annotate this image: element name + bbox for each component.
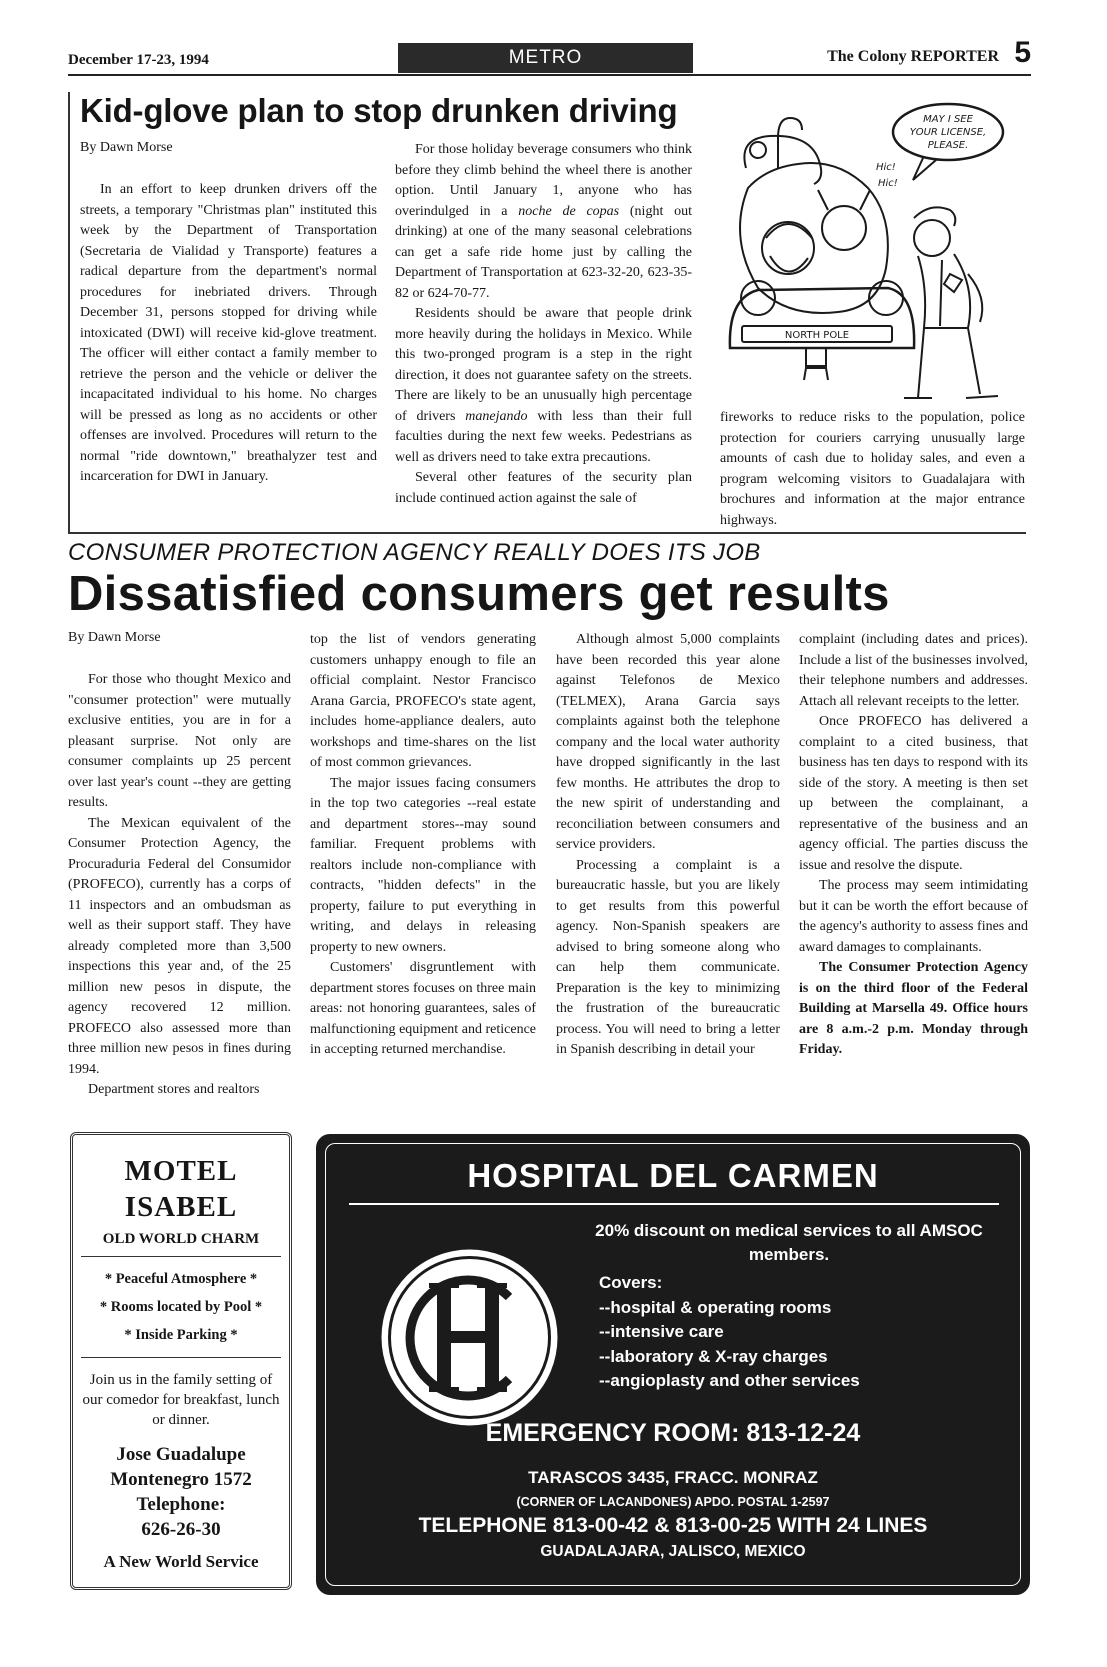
coverage-item: --intensive care (599, 1322, 724, 1341)
license-plate-text: NORTH POLE (784, 330, 850, 341)
divider (349, 1203, 999, 1205)
story1-paragraph (395, 304, 692, 468)
story2-paragraph: complaint (including dates and prices). Include a list of the businesses involved, their telephone numbers and addresses. Attach all relevant receipts to the letter. (799, 632, 1028, 709)
coverage-list (599, 1271, 860, 1394)
story2-column-1 (68, 670, 291, 1101)
byline-story1: By Dawn Morse (80, 140, 173, 155)
text-run: with less than their full faculties during the next few weeks. Pedestrians as well as drivers need to take extra precautions. (395, 408, 692, 465)
story2-paragraph: The Mexican equivalent of the Consumer Protection Agency, the Procuraduria Federal del Consumidor (PROFECO), currently has a corps of 11 inspectors and an ombudsman as well as their support staff. They have already completed more than 3,500 inspections this year and, of the 25 million new pesos in dispute, the agency recovered 12 million. PROFECO also assessed more than three million new pesos in fines during 1994. (68, 815, 291, 1077)
motel-invite: Join us in the family setting of our comedor for breakfast, lunch or dinner. (82, 1372, 280, 1428)
agency-location-note: The Consumer Protection Agency is on the third floor of the Federal Building at Marsella 49. Office hours are 8 a.m.-2 p.m. Monday through Friday. (799, 960, 1028, 1057)
text-run: Residents should be aware that people drink more heavily during the holidays in Mexico. While this two-pronged program is a step in the right direction, it does not guarantee safety on the streets. There are likely to be an unusually high percentage of drivers (395, 306, 692, 424)
story2-paragraph: The process may seem intimidating but it can be worth the effort because of the agency's authority to assess fines and award damages to complainants. (799, 878, 1028, 955)
telephone-label: Telephone: (136, 1494, 226, 1515)
headline-dissatisfied: Dissatisfied consumers get results (68, 567, 890, 621)
bubble-line: PLEASE. (927, 140, 969, 151)
motel-name (73, 1153, 289, 1225)
divider (81, 1256, 281, 1257)
santa-cartoon-illustration (718, 98, 1026, 406)
story2-column-2 (310, 630, 536, 1061)
story2-kicker: CONSUMER PROTECTION AGENCY REALLY DOES ITS JOB (68, 539, 761, 566)
story1-paragraph (395, 140, 692, 304)
address-line: Montenegro 1572 (110, 1469, 252, 1490)
headline-kid-glove: Kid-glove plan to stop drunken driving (80, 92, 678, 129)
motel-name-line: ISABEL (124, 1191, 238, 1223)
spanish-term: noche de copas (518, 203, 620, 219)
motel-feature: * Peaceful Atmosphere * (104, 1271, 258, 1287)
issue-date: December 17-23, 1994 (68, 52, 209, 68)
coverage-label: Covers: (599, 1273, 663, 1292)
emergency-room-phone: EMERGENCY ROOM: 813-12-24 (485, 1419, 861, 1447)
motel-feature: * Inside Parking * (124, 1327, 238, 1343)
newspaper-name: The Colony REPORTER (827, 48, 999, 65)
hic-text: Hic! (876, 162, 896, 173)
story2-paragraph: The major issues facing consumers in the top two categories --real estate and department stores--may sound familiar. Frequent problems with realtors include non-compliance with contracts, "hidden defects" in the property, failure to put everything in writing, and delays in releasing property to new owners. (310, 775, 536, 955)
story2-paragraph: For those who thought Mexico and "consumer protection" were mutually exclusive entities, you are in for a pleasant surprise. Not only are consumer complaints up 25 percent over last year's count --they are getting results. (68, 672, 291, 810)
coverage-item: --laboratory & X-ray charges (599, 1346, 828, 1366)
motel-address (73, 1442, 289, 1542)
coverage-item: --angioplasty and other services (599, 1371, 860, 1390)
page-header (68, 38, 1031, 74)
story2-paragraph: Processing a complaint is a bureaucratic hassle, but you are likely to get results from this powerful agency. Non-Spanish speakers are advised to bring someone along who can help them communicate. Preparation is the key to minimizing the frustration of the bureaucratic process. You will need to bring a letter in Spanish describing in detail your (556, 857, 780, 1057)
hospital-corner: (CORNER OF LACANDONES) APDO. POSTAL 1-2597 (516, 1495, 830, 1509)
address-line: Jose Guadalupe (116, 1444, 246, 1465)
hospital-address: TARASCOS 3435, FRACC. MONRAZ (528, 1468, 818, 1487)
story1-column-3 (720, 408, 1025, 531)
hospital-name: HOSPITAL DEL CARMEN (467, 1157, 879, 1194)
story2-paragraph: top the list of vendors generating customers unhappy enough to file an official complaint. Nestor Francisco Arana Garcia, PROFECO's state agent, includes home-appliance dealers, auto workshops and time-shares on the list of most common grievances. (310, 632, 536, 770)
bubble-line: MAY I SEE (923, 114, 973, 125)
story2-paragraph: Although almost 5,000 complaints have been recorded this year alone against Telefonos de Mexico (TELMEX), Arana Garcia says complaints against both the telephone company and the local water authority have dropped significantly in the last few months. He attributes the drop to the new spirit of understanding and reconciliation between consumers and service providers. (556, 632, 780, 852)
story2-paragraph: Once PROFECO has delivered a complaint to a cited business, that business has ten days to respond with its side of the story. A meeting is then set up between the complainant, a representative of the business and an agency official. The parties discuss the issue and resolve the dispute. (799, 714, 1028, 873)
hospital-city: GUADALAJARA, JALISCO, MEXICO (540, 1543, 806, 1560)
story1-paragraph: fireworks to reduce risks to the population, police protection for couriers carrying unusually large amounts of cash due to holiday sales, and even a program welcoming visitors to Guadalajara with brochures and information at the major entrance highways. (720, 410, 1025, 528)
story2-paragraph: Customers' disgruntlement with department stores focuses on three main areas: not honoring guarantees, sales of malfunctioning equipment and reticence in accepting returned merchandise. (310, 960, 536, 1057)
motel-feature: * Rooms located by Pool * (99, 1299, 263, 1315)
story1-column-2 (395, 140, 692, 509)
coverage-item: --hospital & operating rooms (599, 1297, 832, 1317)
section-banner: METRO (398, 43, 693, 73)
story1-paragraph: In an effort to keep drunken drivers off the streets, a temporary "Christmas plan" instituted this week by the Department of Transportation (Secretaria de Vialidad y Transporte) features a radical departure from the department's normal procedures for inebriated drivers. Through December 31, persons stopped for driving while intoxicated (DWI) will receive kid-glove treatment. The officer will either contact a family member to retrieve the person and the vehicle or deliver the incapacitated individual to his home. No charges will be pressed as long as no accidents or other offenses are involved. Procedures will return to the normal "ride downtown," breathalyzer test and incarceration for DWI in January. (80, 182, 377, 484)
motel-service-line: A New World Service (103, 1552, 259, 1571)
divider (81, 1357, 281, 1358)
hospital-logo-icon (377, 1245, 562, 1430)
header-rule (68, 74, 1031, 76)
text-run: For those holiday beverage consumers who think before they climb behind the wheel there is another option. Until January 1, anyone who has overindulged in a (395, 142, 692, 219)
story1-paragraph: Several other features of the security plan include continued action against the sale of (395, 470, 692, 506)
member-discount: 20% discount on medical services to all AMSOC members. (595, 1221, 983, 1264)
byline-story2: By Dawn Morse (68, 630, 161, 645)
motel-isabel-ad (70, 1132, 292, 1590)
story2-column-3 (556, 630, 780, 1061)
text-run: (night out drinking) at one of the many seasonal celebrations can get a safe ride home just by calling the Department of Transportation at 623-32-20, 623-35-82 or 624-70-77. (395, 203, 692, 301)
spanish-term: manejando (465, 408, 528, 424)
hospital-telephone: TELEPHONE 813-00-42 & 813-00-25 WITH 24 LINES (418, 1514, 928, 1537)
telephone-number: 626-26-30 (141, 1519, 221, 1540)
hic-text: Hic! (878, 178, 898, 189)
motel-name-line: MOTEL (124, 1155, 238, 1187)
story2-column-4 (799, 630, 1028, 1061)
page-number: 5 (1014, 36, 1031, 69)
hospital-del-carmen-ad (316, 1134, 1030, 1595)
motel-tagline: OLD WORLD CHARM (102, 1231, 260, 1247)
bubble-line: YOUR LICENSE, (909, 127, 987, 138)
story2-paragraph: Department stores and realtors (88, 1082, 260, 1097)
story1-column-1 (80, 180, 377, 488)
